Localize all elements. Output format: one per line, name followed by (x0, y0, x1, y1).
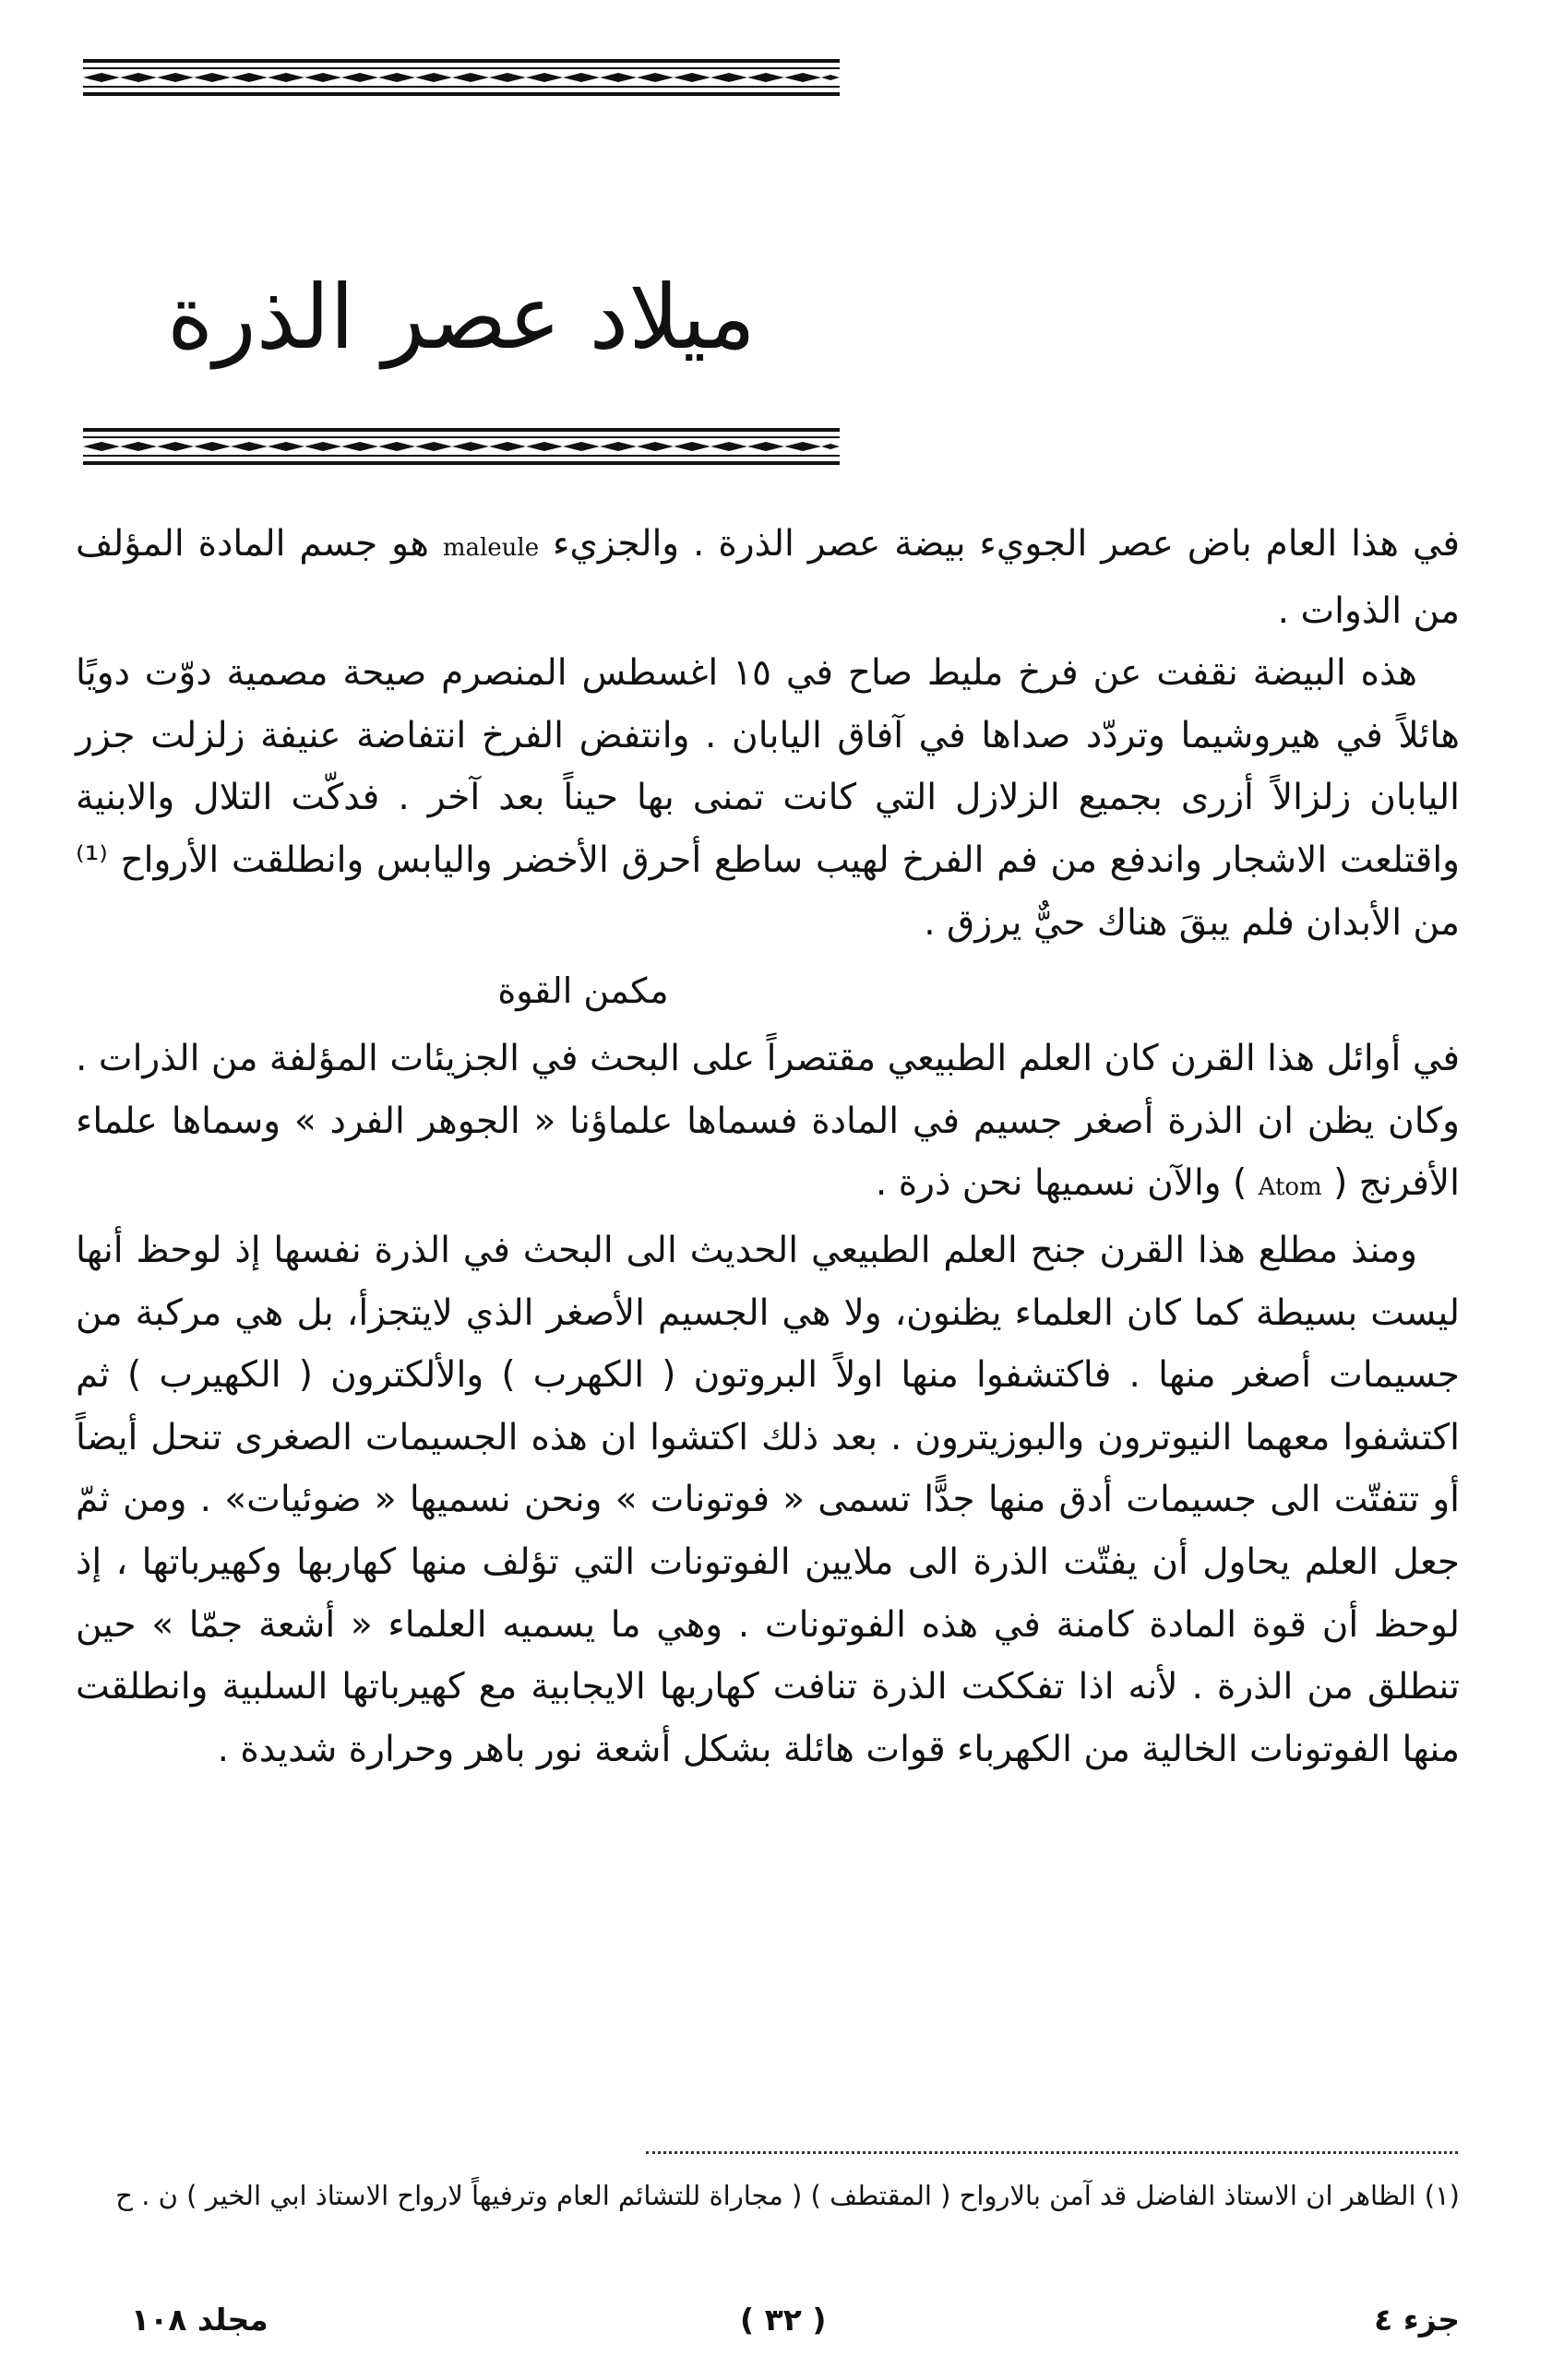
paragraph-3-text-b: ) والآن نسميها نحن ذرة . (875, 1162, 1259, 1205)
paragraph-1-text-a: في هذا العام باض عصر الجوي‌ء بيضة عصر الذرة . والجزيء (539, 523, 1460, 565)
latin-term-atom: Atom (1258, 1173, 1322, 1202)
ornament-divider-icon (83, 426, 840, 467)
footer-part: جزء ٤ (1374, 2302, 1460, 2338)
paragraph-1 (76, 513, 1460, 642)
article-title: ميلاد عصر الذرة (167, 266, 756, 370)
latin-term-molecule: maleule (442, 534, 540, 562)
article-body (76, 513, 1460, 1780)
ornament-divider-icon (83, 57, 840, 98)
footer-page-number: ( ٣٢ ) (740, 2302, 827, 2338)
footnote: (١) الظاهر ان الاستاذ الفاضل قد آمن بالارواح ( المقتطف ) ( مجاراة للتشائم العام وترفيهاً لارواح الاستاذ ابي الخير ) ن . ح (115, 2180, 1460, 2211)
paragraph-1-text-b: هو جسم المادة المؤلف من الذوات . (76, 523, 1460, 632)
paragraph-2: هذه البيضة نقفت عن فرخ مليط صاح في ١٥ اغسطس المنصرم صيحة مصمية دوّت دويًا هائلاً في هيروشيما وتردّد صداها في آفاق اليابان . وانتفض الفرخ انتفاضة عنيفة زلزلت جزر اليابان زلزالاً أزرى بجميع الزلازل التي كانت تمنى بها حيناً بعد آخر . فدكّت التلال والابنية واقتلعت الاشجار واندفع من فم الفرخ لهيب ساطع أحرق الأخضر واليابس وانطلقت الأرواح ⁽¹⁾ من الأبدان فلم يبقَ هناك حيٌّ يرزق . (76, 652, 1460, 944)
footer-volume: مجلد ١٠٨ (131, 2302, 269, 2338)
bottom-ornament-border (83, 426, 840, 467)
paragraph-3 (76, 1028, 1460, 1220)
top-ornament-border (83, 57, 840, 98)
section-subheading: مكمن القوة (497, 970, 669, 1012)
footnote-divider (646, 2151, 1458, 2154)
paragraph-4: ومنذ مطلع هذا القرن جنح العلم الطبيعي الحديث الى البحث في الذرة نفسها إذ لوحظ أنها ليست بسيطة كما كان العلماء يظنون، ولا هي الجسيم الأصغر الذي لايتجزأ، بل هي مركبة من جسيمات أصغر منها . فاكتشفوا منها اولاً البروتون ( الكهرب ) والألكترون ( الكهيرب ) ثم اكتشفوا معهما النيوترون والبوزيترون . بعد ذلك اكتشوا ان هذه الجسيمات الصغرى تنحل أيضاً أو تتفتّت الى جسيمات أدق منها جدًّا تسمى « فوتونات » ونحن نسميها « ضوئيات» . ومن ثمّ جعل العلم يحاول أن يفتّت الذرة الى ملايين الفوتونات التي تؤلف منها كهاربها وكهيرباتها ، إذ لوحظ أن قوة المادة كامنة في هذه الفوتونات . وهي ما يسميه العلماء « أشعة جمّا » حين تنطلق من الذرة . لأنه اذا تفككت الذرة تنافت كهاربها الايجابية مع كهيرباتها السلبية وانطلقت منها الفوتونات الخالية من الكهرباء قوات هائلة بشكل أشعة نور باهر وحرارة شديدة . (76, 1229, 1460, 1770)
page-footer (76, 2302, 1460, 2348)
paragraph-3-text-a: في أوائل هذا القرن كان العلم الطبيعي مقتصراً على البحث في الجزيئات المؤلفة من الذرات . وكان يظن ان الذرة أصغر جسيم في المادة فسماها علماؤنا « الجوهر الفرد » وسماها علماء الأفرنج ( (76, 1038, 1460, 1205)
